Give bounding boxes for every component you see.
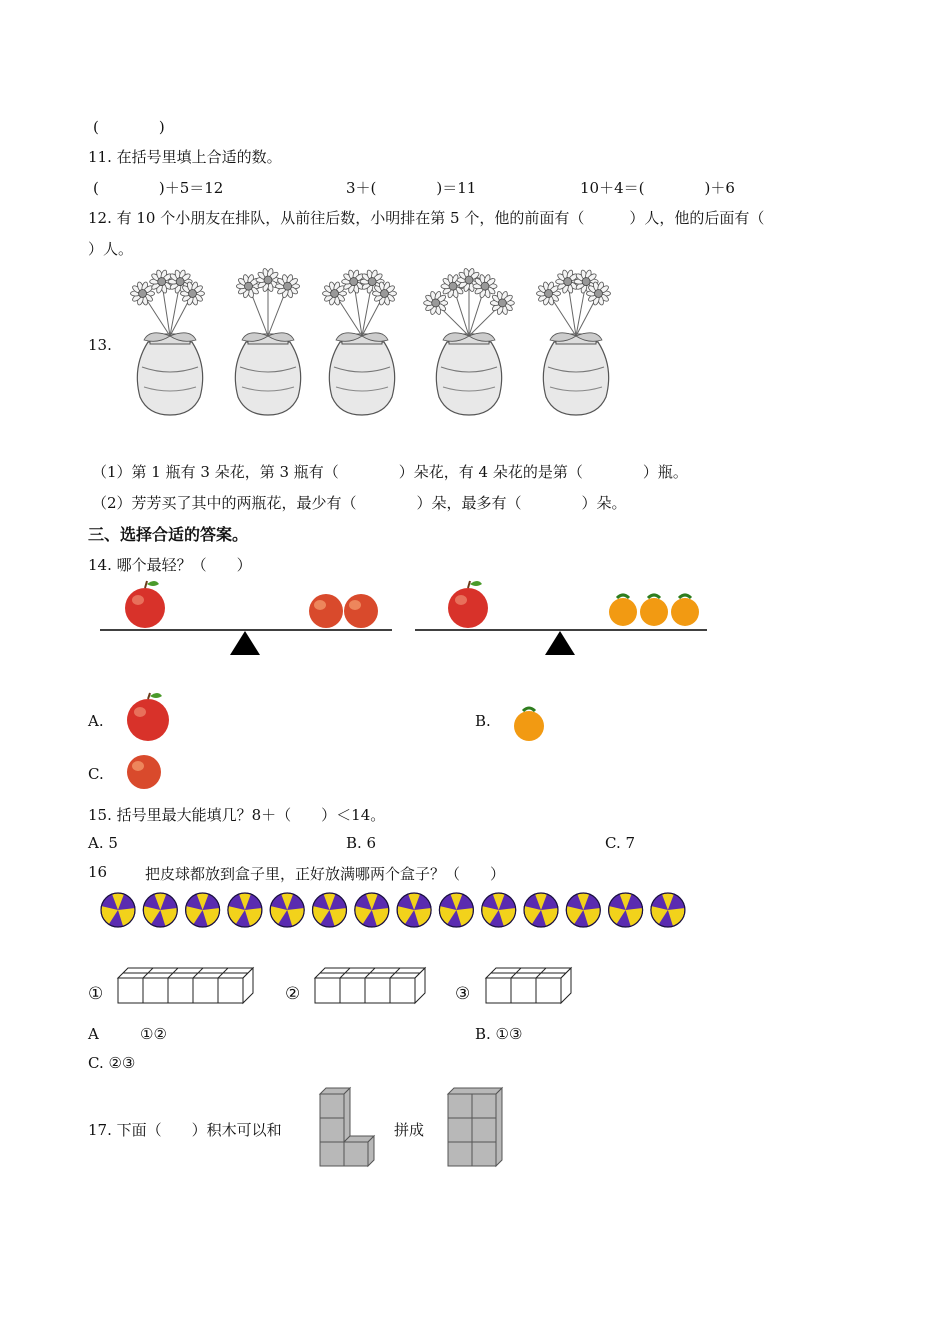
q13-part1: （1）第 1 瓶有 3 朵花，第 3 瓶有（ ）朵花，有 4 朵花的是第（ ）瓶。: [92, 463, 688, 481]
q17-prefix: 17. 下面（ ）积木可以和: [88, 1121, 282, 1139]
flower-icon: [537, 281, 561, 305]
box3-label: ③: [455, 984, 471, 1004]
q14-title: 14. 哪个最轻？（ ）: [88, 556, 252, 574]
ball-icon: [355, 893, 389, 927]
ball-icon: [609, 893, 643, 927]
q14-option-a[interactable]: A.: [88, 712, 104, 730]
q12-line2: ）人。: [88, 240, 134, 258]
orange-icon: [671, 595, 699, 626]
balance-scales-figure: [95, 582, 715, 662]
flower-vase: [235, 268, 300, 415]
ball-icon: [397, 893, 431, 927]
left-scale-fulcrum: [230, 631, 260, 655]
q16-option-b[interactable]: B. ①③: [475, 1025, 523, 1043]
q11-expr3: 10＋4＝( )＋6: [580, 179, 735, 197]
orange-icon: [640, 595, 668, 626]
q11-expr1: ( )＋5＝12: [93, 179, 224, 197]
box2-label: ②: [285, 984, 301, 1004]
peach-icon: [309, 594, 343, 628]
balls-row-figure: [100, 891, 700, 931]
flower-vase: [537, 269, 611, 415]
q15-title: 15. 括号里最大能填几？8＋（ ）＜14。: [88, 806, 386, 824]
q11-title: 11. 在括号里填上合适的数。: [88, 148, 282, 166]
q16-option-c[interactable]: C. ②③: [88, 1054, 136, 1072]
flower-icon: [256, 268, 280, 292]
box-1-figure: [117, 966, 267, 1012]
ball-icon: [228, 893, 262, 927]
ball-icon: [524, 893, 558, 927]
flower-icon: [131, 281, 155, 305]
apple-icon: [125, 695, 173, 743]
apple-icon: [125, 581, 165, 628]
q14-option-c[interactable]: C.: [88, 765, 104, 783]
ball-icon: [439, 893, 473, 927]
peach-icon: [126, 753, 164, 791]
peach-icon: [344, 594, 378, 628]
q16-title: 把皮球都放到盒子里，正好放满哪两个盒子？（ ）: [145, 865, 506, 883]
flower-icon: [236, 274, 260, 298]
q16-option-a-text: ①②: [140, 1025, 167, 1043]
ball-icon: [186, 893, 220, 927]
l-shaped-blocks-figure: [318, 1086, 378, 1166]
q16-option-a[interactable]: A: [88, 1025, 99, 1043]
target-blocks-figure: [446, 1086, 506, 1166]
apple-icon: [448, 581, 488, 628]
q11-expr2: 3＋( )＝11: [346, 179, 477, 197]
flower-icon: [323, 281, 347, 305]
q15-option-b[interactable]: B. 6: [346, 834, 377, 852]
flower-vase: [323, 269, 397, 415]
ball-icon: [143, 893, 177, 927]
flower-vases-figure: [120, 262, 620, 422]
q13-part2: （2）芳芳买了其中的两瓶花，最少有（ ）朵，最多有（ ）朵。: [92, 494, 627, 512]
box-icon: [486, 968, 571, 1003]
orange-icon: [512, 704, 548, 744]
ball-icon: [270, 893, 304, 927]
q13-label: 13.: [88, 336, 112, 354]
box-icon: [315, 968, 425, 1003]
q15-option-c[interactable]: C. 7: [605, 834, 636, 852]
q15-option-a[interactable]: A. 5: [88, 834, 118, 852]
ball-icon: [566, 893, 600, 927]
orange-icon: [609, 595, 637, 626]
ball-icon: [313, 893, 347, 927]
top-answer-paren: ( ): [93, 118, 165, 136]
q14-option-b[interactable]: B.: [475, 712, 491, 730]
ball-icon: [651, 893, 685, 927]
box-3-figure: [485, 966, 585, 1012]
section3-title: 三、选择合适的答案。: [88, 525, 249, 544]
flower-vase: [424, 268, 515, 415]
right-scale-fulcrum: [545, 631, 575, 655]
box1-label: ①: [88, 984, 104, 1004]
box-2-figure: [314, 966, 439, 1012]
box-icon: [118, 968, 253, 1003]
q17-middle: 拼成: [394, 1121, 425, 1139]
flower-icon: [276, 274, 300, 298]
q12-line1: 12. 有 10 个小朋友在排队，从前往后数，小明排在第 5 个，他的前面有（ ）人，他的后面有（: [88, 209, 765, 227]
flower-vase: [131, 269, 205, 415]
q16-number: 16: [88, 863, 108, 881]
ball-icon: [482, 893, 516, 927]
ball-icon: [101, 893, 135, 927]
